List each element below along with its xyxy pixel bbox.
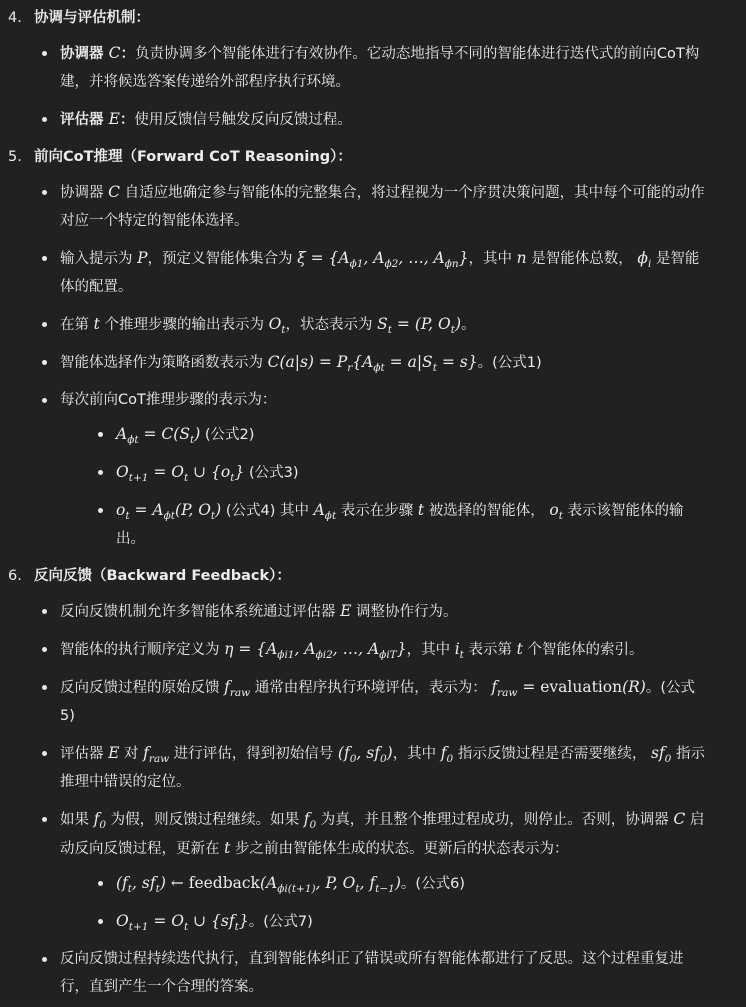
- bullet-list: [8, 178, 706, 553]
- math-expression: (A: [259, 874, 278, 892]
- math-expression: η = {A: [224, 640, 278, 658]
- math-subscript: t: [210, 510, 216, 522]
- math-subscript: 0: [379, 753, 387, 765]
- math-subscript: 0: [349, 753, 357, 765]
- bold-label: 评估器: [60, 112, 109, 128]
- text-run: 对: [119, 746, 144, 762]
- text-run: 使用反馈信号触发反向反馈过程。: [134, 112, 352, 128]
- math-expression: O: [116, 463, 129, 481]
- math-subscript: t+1: [128, 921, 149, 933]
- math-subscript: t: [183, 921, 189, 933]
- math-expression: A: [313, 501, 325, 519]
- text-run: 每次前向CoT推理步骤的表示为：: [60, 392, 277, 408]
- math-expression: = A: [129, 501, 164, 519]
- math-expression: ): [454, 315, 462, 333]
- math-expression: f: [93, 810, 100, 828]
- math-function-name: feedback: [188, 874, 260, 892]
- text-run: 为真，并且整个推理过程成功，则停止。否则，协调器: [316, 812, 674, 828]
- section-title: 协调与评估机制：: [34, 10, 150, 26]
- math-subscript: 0: [446, 753, 454, 765]
- text-run: 反向反馈过程持续迭代执行，直到智能体纠正了错误或所有智能体都进行了反思。这个过程重复进行，直到产生一个合理的答案。: [60, 951, 684, 995]
- math-expression: = O: [148, 463, 184, 481]
- math-subscript: ϕt: [163, 510, 176, 522]
- text-run: 输入提示为: [60, 251, 138, 267]
- math-subscript: 0: [99, 819, 107, 831]
- list-item: [38, 105, 706, 134]
- math-subscript: ϕ2: [384, 258, 399, 270]
- text-run: 智能体的执行顺序定义为: [60, 642, 225, 658]
- math-subscript: 0: [664, 753, 672, 765]
- math-subscript: r: [347, 362, 353, 374]
- math-expression: ) ←: [159, 874, 189, 892]
- section-number: 4.: [8, 10, 22, 26]
- math-expression: (P, O: [175, 501, 211, 519]
- math-expression: }: [234, 463, 245, 481]
- math-expression: , sf: [132, 874, 156, 892]
- text-run: ，预定义智能体集合为: [147, 251, 298, 267]
- math-expression: C: [108, 183, 120, 201]
- math-expression: n: [516, 249, 527, 267]
- text-run: 是智能体总数，: [526, 251, 638, 267]
- math-expression: {A: [352, 353, 374, 371]
- text-run: 启动反向反馈过程，更新在: [60, 812, 705, 857]
- math-subscript: ϕ1: [349, 258, 364, 270]
- text-run: 表示在步骤: [336, 503, 418, 519]
- nested-list-item: [94, 420, 706, 449]
- section-title: 前向CoT推理（Forward CoT Reasoning）：: [34, 149, 352, 165]
- nested-list-item: [94, 496, 706, 553]
- math-subscript: raw: [229, 687, 251, 699]
- math-subscript: i: [647, 258, 652, 270]
- math-subscript: ϕt: [127, 434, 139, 446]
- math-subscript: raw: [148, 753, 170, 765]
- math-subscript: ϕiT: [379, 649, 397, 661]
- list-item: [38, 39, 706, 96]
- math-expression: ∪ {o: [188, 463, 231, 481]
- list-item: [38, 597, 706, 626]
- math-expression: t: [516, 640, 523, 658]
- section: [8, 562, 706, 1001]
- text-run: 为假，则反馈过程继续。如果: [106, 812, 304, 828]
- math-expression: }: [458, 249, 469, 267]
- text-run: 指示推理中错误的定位。: [60, 746, 705, 790]
- math-expression: O: [268, 315, 282, 333]
- nested-list-item: [94, 907, 706, 936]
- math-subscript: t: [432, 362, 437, 374]
- list-item: [38, 310, 706, 339]
- math-expression: ϕ: [637, 249, 648, 267]
- section-title: 反向反馈（Backward Feedback）：: [34, 568, 291, 584]
- math-expression: C: [108, 44, 121, 62]
- math-expression: , A: [294, 640, 316, 658]
- math-subscript: t: [183, 472, 189, 484]
- text-run: (公式3): [244, 465, 299, 481]
- section-heading: [8, 143, 706, 171]
- text-run: 表示第: [463, 642, 517, 658]
- list-item: [38, 739, 706, 796]
- text-run: 负责协调多个智能体进行有效协作。它动态地指导不同的智能体进行迭代式的前向CoT构建，并将候选答案传递给外部程序执行环境。: [60, 46, 700, 90]
- text-run: ，状态表示为: [285, 317, 378, 333]
- text-run: 是智能体的配置。: [60, 251, 700, 295]
- text-run: 在第: [60, 317, 94, 333]
- text-run: 调整协作行为。: [351, 604, 458, 620]
- list-item: [38, 635, 706, 664]
- math-expression: t: [417, 501, 425, 519]
- text-run: 。: [461, 317, 476, 333]
- text-run: 个推理步骤的输出表示为: [99, 317, 269, 333]
- math-subscript: 0: [309, 819, 317, 831]
- math-expression: ∪ {sf: [188, 912, 235, 930]
- bullet-list: [8, 39, 706, 134]
- text-run: 。(公式5): [60, 680, 696, 724]
- math-subscript: ϕt: [324, 510, 337, 522]
- math-expression: (f: [116, 874, 128, 892]
- math-expression: = s}: [436, 353, 478, 371]
- math-subscript: t: [387, 324, 392, 336]
- nested-bullet-list: [60, 869, 706, 936]
- math-subscript: raw: [497, 687, 518, 699]
- math-expression: , P, O: [315, 874, 356, 892]
- section-number: 6.: [8, 568, 22, 584]
- math-subscript: t: [127, 883, 133, 895]
- text-run: 进行评估，得到初始信号: [169, 746, 338, 762]
- math-subscript: t−1: [375, 883, 395, 895]
- math-expression: ): [215, 501, 222, 519]
- text-run: 被选择的智能体，: [424, 503, 550, 519]
- math-expression: S: [377, 315, 388, 333]
- math-expression: E: [108, 744, 120, 762]
- section: [8, 4, 706, 134]
- math-expression: = O: [148, 912, 184, 930]
- math-expression: P: [137, 249, 148, 267]
- section-number: 5.: [8, 149, 22, 165]
- math-subscript: t: [234, 921, 239, 933]
- math-expression: ): [194, 425, 201, 443]
- bold-label: ：: [119, 112, 135, 128]
- math-expression: ): [386, 744, 393, 762]
- math-expression: , sf: [356, 744, 380, 762]
- math-expression: =: [517, 678, 541, 696]
- math-subscript: ϕi1: [277, 649, 295, 661]
- list-item: [38, 386, 706, 553]
- section-heading: [8, 562, 706, 590]
- text-run: 反向反馈过程的原始反馈: [60, 680, 225, 696]
- text-run: 步之前由智能体生成的状态。更新后的状态表示为：: [230, 841, 569, 857]
- math-expression: , A: [363, 249, 385, 267]
- math-subscript: t+1: [128, 472, 149, 484]
- math-expression: A: [116, 425, 128, 443]
- text-run: 。(公式6): [400, 876, 465, 892]
- text-run: 。(公式7): [248, 914, 313, 930]
- nested-list-item: [94, 869, 706, 898]
- section-heading: [8, 4, 706, 32]
- text-run: 智能体选择作为策略函数表示为: [60, 355, 268, 371]
- text-run: 如果: [60, 812, 94, 828]
- math-expression: , f: [359, 874, 376, 892]
- math-subscript: t: [558, 510, 563, 522]
- math-subscript: ϕt: [373, 362, 385, 374]
- text-run: 评估器: [60, 746, 109, 762]
- section: [8, 143, 706, 553]
- math-expression: o: [116, 501, 126, 519]
- math-expression: f: [224, 678, 230, 696]
- math-subscript: ϕi(t+1): [277, 883, 316, 895]
- math-subscript: t: [230, 472, 235, 484]
- nested-bullet-list: [60, 420, 706, 553]
- math-expression: = (P, O: [391, 315, 451, 333]
- math-subscript: ϕi2: [315, 649, 333, 661]
- math-expression: C: [673, 810, 686, 828]
- math-function-name: evaluation: [540, 678, 623, 696]
- math-expression: ξ = {A: [297, 249, 350, 267]
- text-run: 自适应地确定参与智能体的完整集合，将过程视为一个序贯决策问题，其中每个可能的动作对应一个特定的智能体选择。: [60, 185, 705, 229]
- bold-label: ：: [120, 46, 135, 62]
- math-subscript: t: [281, 324, 286, 336]
- math-subscript: t: [459, 649, 464, 661]
- math-expression: o: [549, 501, 559, 519]
- math-expression: f: [143, 744, 149, 762]
- math-expression: (R): [622, 678, 646, 696]
- math-subscript: t: [450, 324, 455, 336]
- list-item: [38, 178, 706, 235]
- math-expression: f: [440, 744, 447, 762]
- nested-list-item: [94, 458, 706, 487]
- math-expression: t: [224, 839, 231, 857]
- math-expression: O: [116, 912, 129, 930]
- text-run: ，其中: [392, 746, 441, 762]
- text-run: (公式4) 其中: [221, 503, 314, 519]
- math-expression: ): [394, 874, 401, 892]
- text-run: (公式2): [200, 427, 255, 443]
- math-subscript: t: [189, 434, 195, 446]
- math-expression: t: [93, 315, 100, 333]
- math-expression: f: [491, 678, 498, 696]
- math-expression: }: [396, 640, 407, 658]
- math-subscript: t: [155, 883, 160, 895]
- text-run: ，其中: [406, 642, 455, 658]
- math-subscript: t: [355, 883, 360, 895]
- math-expression: }: [238, 912, 249, 930]
- list-item: [38, 805, 706, 936]
- math-expression: sf: [650, 744, 665, 762]
- text-run: 。(公式1): [477, 355, 542, 371]
- list-item: [38, 348, 706, 377]
- math-expression: = C(S: [138, 425, 190, 443]
- math-expression: , …, A: [332, 640, 380, 658]
- list-item: [38, 673, 706, 730]
- math-subscript: t: [125, 510, 130, 522]
- math-expression: E: [340, 602, 352, 620]
- text-run: 表示该智能体的输出。: [116, 503, 684, 547]
- text-run: 通常由程序执行环境评估，表示为：: [250, 680, 492, 696]
- math-expression: = a|S: [384, 353, 433, 371]
- list-item: [38, 244, 706, 301]
- text-run: 指示反馈过程是否需要继续，: [453, 746, 651, 762]
- math-expression: , …, A: [398, 249, 445, 267]
- math-subscript: ϕn: [444, 258, 459, 270]
- math-expression: i: [454, 640, 460, 658]
- text-run: 协调器: [60, 185, 109, 201]
- bullet-list: [8, 597, 706, 1001]
- text-run: ，其中: [468, 251, 517, 267]
- math-expression: E: [108, 110, 120, 128]
- math-expression: C(a|s) = P: [267, 353, 348, 371]
- list-item: [38, 945, 706, 1001]
- math-expression: f: [303, 810, 310, 828]
- math-expression: (f: [337, 744, 350, 762]
- text-run: 个智能体的索引。: [522, 642, 644, 658]
- bold-label: 协调器: [60, 46, 109, 62]
- text-run: 反向反馈机制允许多智能体系统通过评估器: [60, 604, 341, 620]
